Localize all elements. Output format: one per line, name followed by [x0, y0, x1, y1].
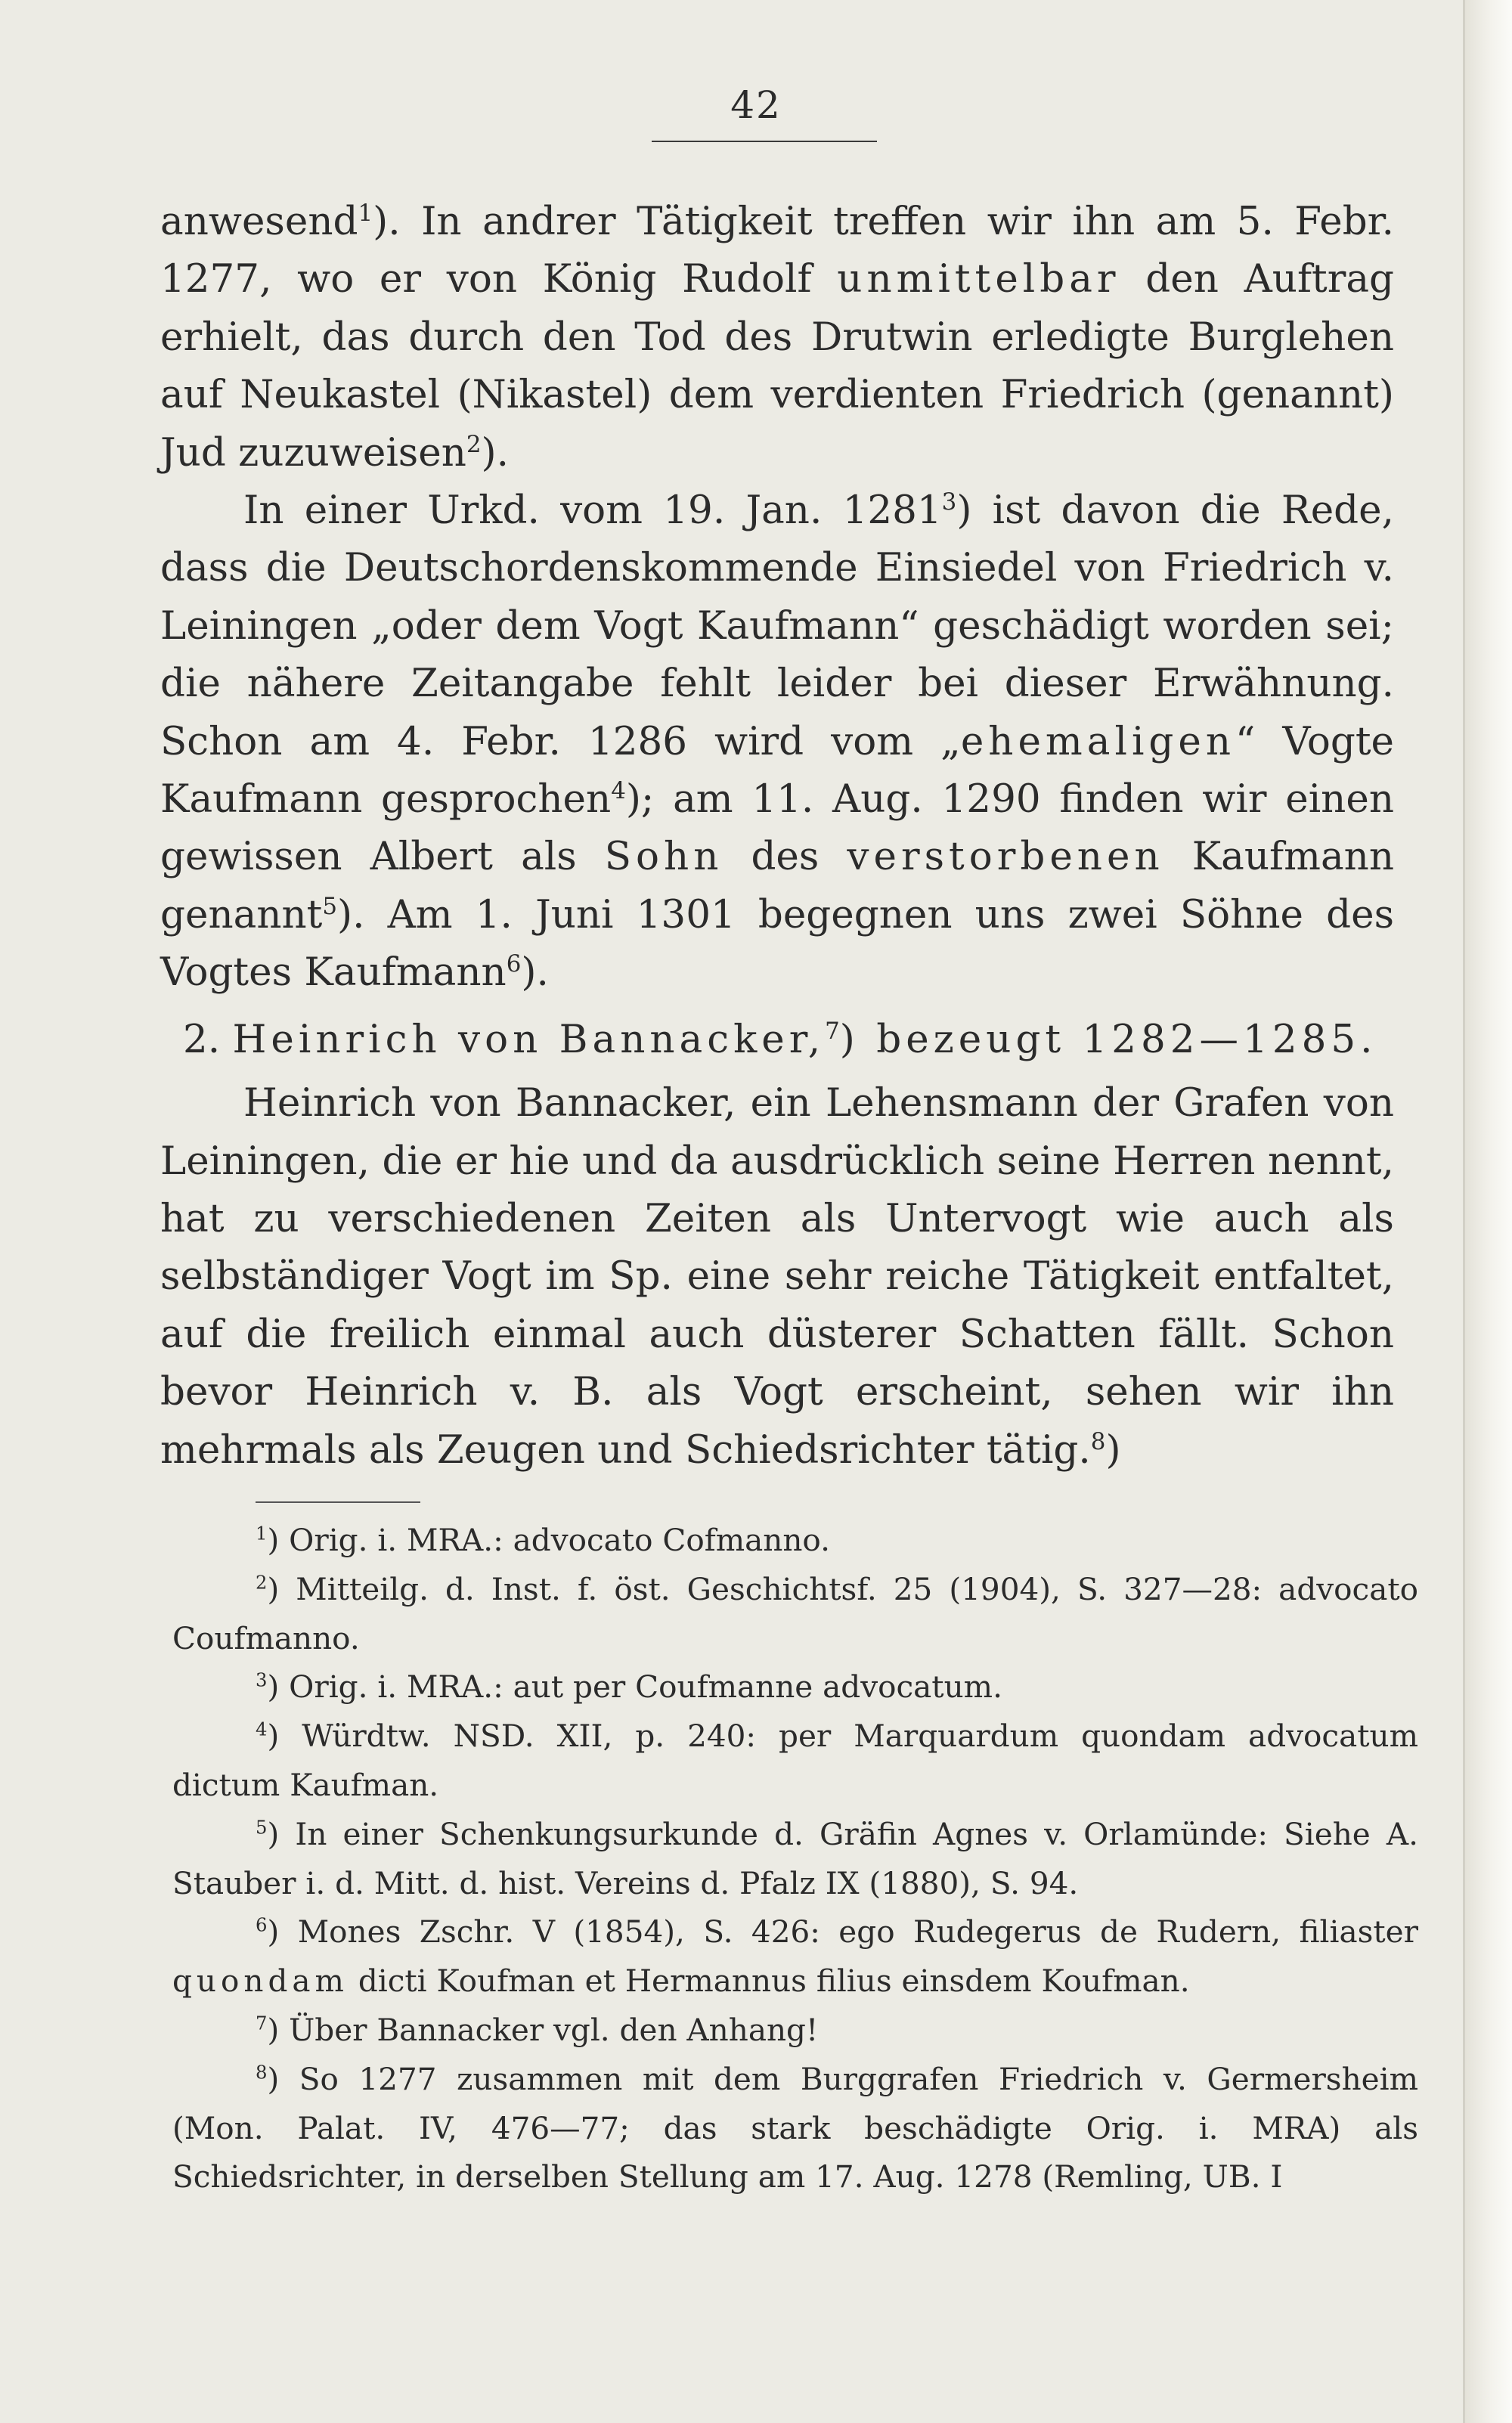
page-number: 42: [730, 83, 782, 127]
footnote-5: $^5$) In einer Schenkungsurkunde d. Gräfin Agnes v. Orlamünde: Siehe A. Stauber i. d. Mitt. d. hist. Vereins d. Pfalz IX (1880), S. 94.: [172, 1815, 1418, 1901]
spaced-emphasis: Sohn: [604, 834, 723, 880]
spaced-emphasis: ehemaligen: [960, 718, 1236, 764]
main-text: [160, 193, 1394, 1479]
heading-name: Heinrich von Bannacker,: [232, 1016, 826, 1062]
paragraph-2: In einer Urkd. vom 19. Jan. 1281$^3$) ist davon die Rede, dass die Deutschordenskommende Einsiedel von Friedrich v. Leiningen „oder dem Vogt Kaufmann“ geschädigt worden sei; die nähere Zeitangabe fehlt leider bei dieser Erwähnung. Schon am 4. Febr. 1286 wird vom „ehemaligen“ Vogte Kaufmann gesprochen$^4$); am 11. Aug. 1290 finden wir einen gewissen Albert als Sohn des verstorbenen Kaufmann genannt$^5$). Am 1. Juni 1301 begegnen uns zwei Söhne des Vogtes Kaufmann$^6$).: [160, 488, 1394, 996]
footnote-ref-2: 2: [466, 430, 482, 458]
page-edge: [1463, 0, 1512, 2423]
footnote-ref-5: 5: [322, 892, 338, 920]
spaced-emphasis: verstorbenen: [847, 834, 1164, 880]
footnote-separator: [256, 1501, 420, 1503]
spaced-emphasis: unmittelbar: [837, 256, 1120, 302]
footnote-6: $^6$) Mones Zschr. V (1854), S. 426: ego Rudegerus de Rudern, filiaster quondam dicti Koufman et Hermannus filius einsdem Koufman.: [172, 1913, 1418, 2000]
footnote-3: $^3$) Orig. i. MRA.: aut per Coufmanne advocatum.: [256, 1669, 1002, 1706]
footnote-4: $^4$) Würdtw. NSD. XII, p. 240: per Marquardum quondam advocatum dictum Kaufman.: [172, 1718, 1418, 1803]
footnote-ref-7: 7: [825, 1017, 840, 1045]
page-number-rule: [652, 141, 877, 142]
footnote-ref-3: 3: [941, 488, 957, 516]
section-heading: 2. Heinrich von Bannacker,$^7$) bezeugt 1282—1285.: [183, 1016, 1377, 1062]
footnote-1: $^1$) Orig. i. MRA.: advocato Cofmanno.: [256, 1522, 830, 1558]
footnote-7: $^7$) Über Bannacker vgl. den Anhang!: [256, 2011, 819, 2048]
footnote-ref-6: 6: [506, 950, 522, 978]
paragraph-3: Heinrich von Bannacker, ein Lehensmann der Grafen von Leiningen, die er hie und da ausdrücklich seine Herren nennt, hat zu verschiedenen Zeiten als Untervogt wie auch als selbständiger Vogt im Sp. eine sehr reiche Tätigkeit entfaltet, auf die freilich einmal auch düsterer Schatten fällt. Schon bevor Heinrich v. B. als Vogt erscheint, sehen wir ihn mehrmals als Zeugen und Schiedsrichter tätig.$^8$): [160, 1080, 1394, 1473]
paragraph-1: anwesend$^1$). In andrer Tätigkeit treffen wir ihn am 5. Febr. 1277, wo er von König Rudolf unmittelbar den Auftrag erhielt, das durch den Tod des Drutwin erledigte Burglehen auf Neukastel (Nikastel) dem verdienten Friedrich (genannt) Jud zuzuweisen$^2$).: [160, 199, 1394, 476]
footnote-ref-1: 1: [358, 199, 373, 227]
footnotes: [172, 1516, 1418, 2201]
spaced-emphasis: quondam: [172, 1963, 349, 2000]
footnote-2: $^2$) Mitteilg. d. Inst. f. öst. Geschichtsf. 25 (1904), S. 327—28: advocato Coufmanno.: [172, 1570, 1418, 1656]
footnote-ref-8: 8: [1090, 1427, 1106, 1455]
footnote-ref-4: 4: [611, 776, 626, 804]
footnote-8: $^8$) So 1277 zusammen mit dem Burggrafen Friedrich v. Germersheim (Mon. Palat. IV, 476—77; das stark beschädigte Orig. i. MRA) als Schiedsrichter, in derselben Stellung am 17. Aug. 1278 (Remling, UB. I: [172, 2060, 1418, 2195]
